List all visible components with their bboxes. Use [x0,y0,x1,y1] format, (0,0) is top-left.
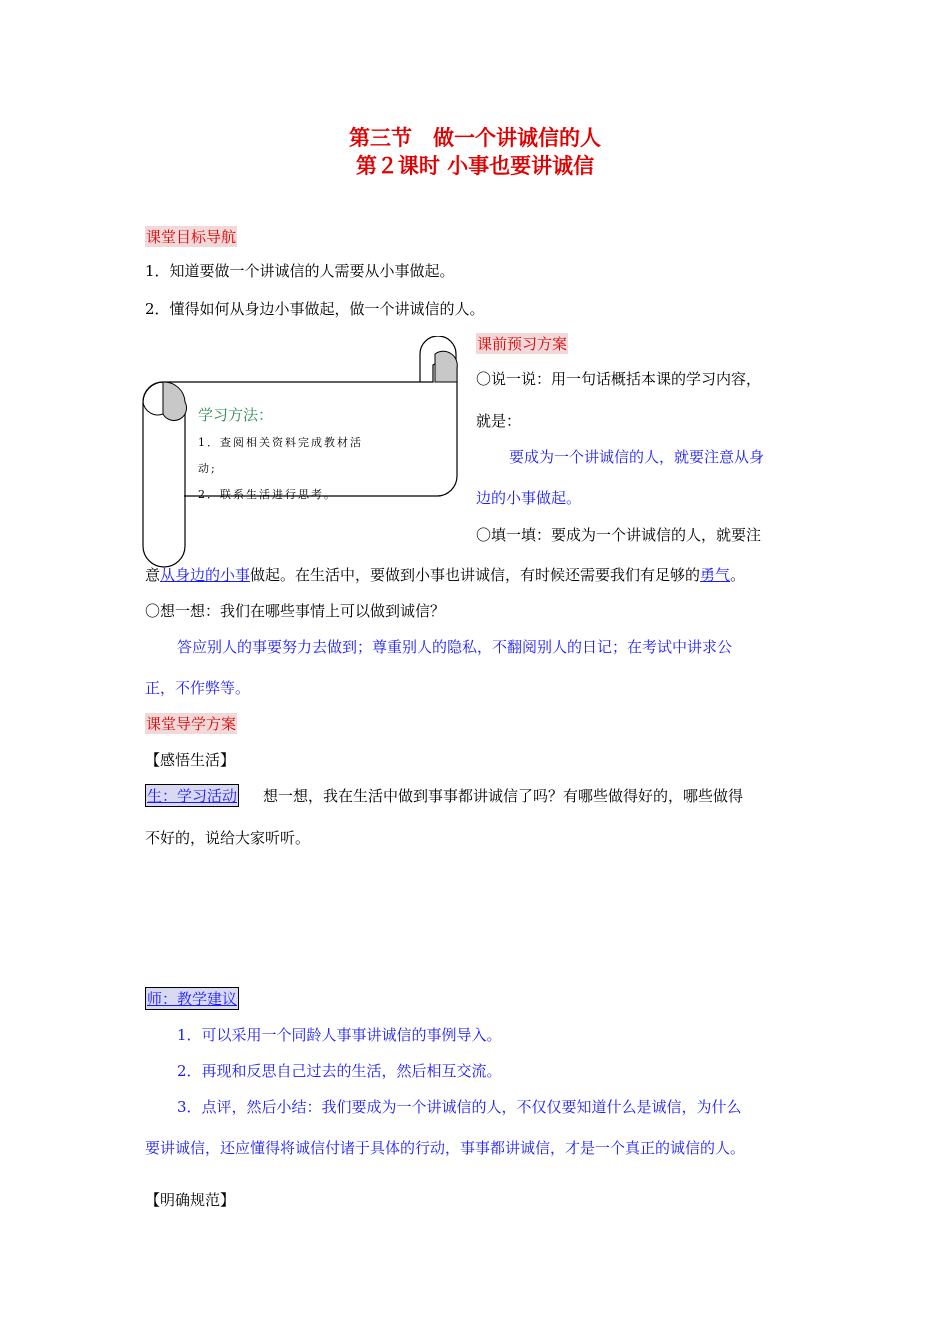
scroll-item-1a: 1．查阅相关资料完成教材活 [198,436,363,449]
student-tag: 生：学习活动 [145,784,239,807]
scroll-item-2: 2．联系生活进行思考。 [198,488,337,501]
preview-say-q2: 就是： [476,412,522,430]
guide-sub1: 【感悟生活】 [145,751,236,769]
student-text-2: 不好的，说给大家听听。 [145,829,311,847]
preview-say-q1: 〇说一说：用一句话概括本课的学习内容， [476,370,762,388]
title-line2: 第２课时 小事也要讲诚信 [355,154,595,178]
preview-think-q: 〇想一想：我们在哪些事情上可以做到诚信？ [145,602,446,620]
preview-say-a2: 边的小事做起。 [476,489,582,507]
teacher-item-2: 2．再现和反思自己过去的生活，然后相互交流。 [177,1062,502,1080]
goal-item-2: 2．懂得如何从身边小事做起，做一个讲诚信的人。 [145,300,485,318]
preview-fill-1: 〇填一填：要成为一个讲诚信的人，就要注 [476,526,762,544]
preview-say-a1: 要成为一个讲诚信的人，就要注意从身 [509,448,765,466]
preview-fill-2 [145,564,745,585]
teacher-item-3b: 要讲诚信，还应懂得将诚信付诸于具体的行动，事事都讲诚信，才是一个真正的诚信的人。 [145,1139,746,1157]
fill-2-c: 。 [730,566,746,584]
teacher-item-3a: 3．点评，然后小结：我们要成为一个讲诚信的人，不仅仅要知道什么是诚信，为什么 [177,1098,742,1116]
goal-item-1: 1．知道要做一个讲诚信的人需要从小事做起。 [145,262,455,280]
scroll-icon [140,336,470,572]
guide-heading: 课堂导学方案 [146,715,237,733]
fill-2-b: 做起。在生活中，要做到小事也讲诚信，有时候还需要我们有足够的 [250,566,701,584]
preview-heading: 课前预习方案 [477,335,568,353]
goal-heading: 课堂目标导航 [146,228,237,246]
title-line1: 第三节 做一个讲诚信的人 [349,126,601,150]
preview-think-a2: 正，不作弊等。 [145,679,251,697]
student-text-1: 想一想，我在生活中做到事事都讲诚信了吗？有哪些做得好的，哪些做得 [263,787,744,805]
scroll-title: 学习方法： [198,406,274,424]
teacher-item-1: 1．可以采用一个同龄人事事讲诚信的事例导入。 [177,1026,502,1044]
fill-blank-2: 勇气 [700,566,731,584]
guide-sub2: 【明确规范】 [145,1191,236,1209]
teacher-tag: 师：教学建议 [145,987,239,1010]
fill-blank-1: 从身边的小事 [160,566,251,584]
fill-2-a: 意 [145,566,161,584]
scroll-item-1b: 动; [198,462,217,475]
preview-think-a1: 答应别人的事要努力去做到；尊重别人的隐私，不翻阅别人的日记；在考试中讲求公 [177,638,733,656]
